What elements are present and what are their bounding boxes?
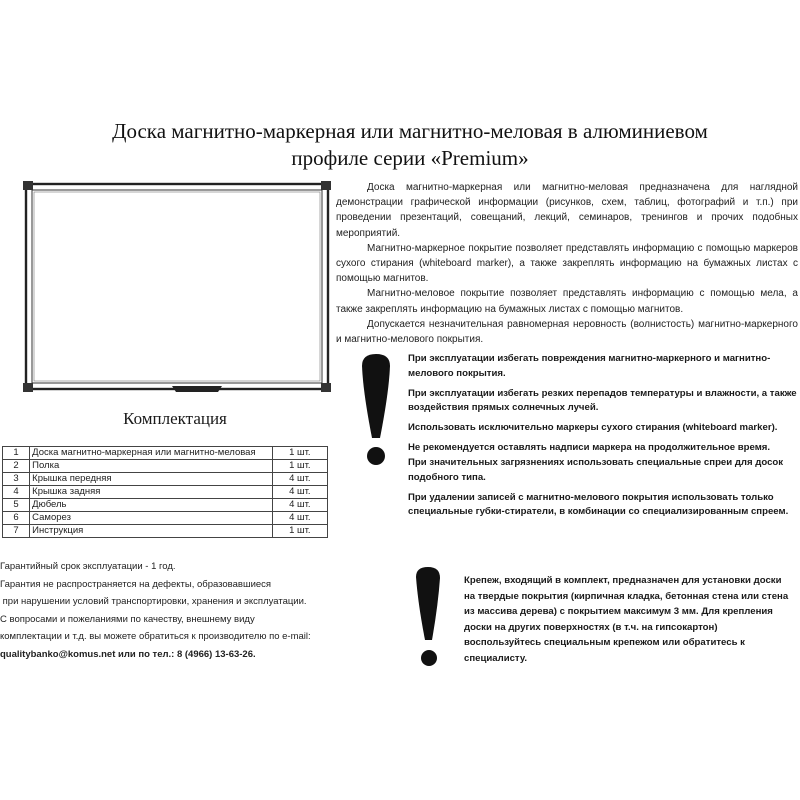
row-number: 7 <box>3 525 30 538</box>
item-name: Полка <box>30 460 272 473</box>
warning-item: При значительных загрязнениях использовать специальные спреи для досок подобного типа. <box>408 457 784 483</box>
table-row <box>3 447 328 460</box>
description-paragraph: Допускается незначительная равномерная неровность (волнистость) магнитно-маркерного и магнитно-мелового покрытия. <box>336 318 798 346</box>
item-name: Инструкция <box>30 525 272 538</box>
item-name: Крышка передняя <box>30 473 272 486</box>
whiteboard-illustration <box>22 180 332 394</box>
corner-cap <box>321 383 331 392</box>
description-paragraph: Магнитно-меловое покрытие позволяет представлять информацию с помощью мела, а также закреплять информацию на бумажных листах с помощью магнитов. <box>336 288 798 315</box>
table-row <box>3 512 328 525</box>
corner-cap <box>23 181 33 190</box>
title-line-2: профиле серии «Premium» <box>291 146 529 170</box>
table-row <box>3 499 328 512</box>
title-line-1: Доска магнитно-маркерная или магнитно-меловая в алюминиевом <box>112 119 708 143</box>
table-row <box>3 525 328 538</box>
exclamation-icon <box>412 566 446 672</box>
row-number: 3 <box>3 473 30 486</box>
warning-item: При эксплуатации избегать резких перепадов температуры и влажности, а также воздействия прямых солнечных лучей. <box>408 387 797 414</box>
item-name: Доска магнитно-маркерная или магнитно-меловая <box>30 447 272 460</box>
row-number: 1 <box>3 447 30 460</box>
item-name: Крышка задняя <box>30 486 272 499</box>
warranty-line: Гарантия не распространяется на дефекты, образовавшиеся <box>0 578 272 590</box>
kit-table <box>2 446 328 538</box>
corner-cap <box>321 181 331 190</box>
warranty-line: комплектации и т.д. вы можете обратиться к производителю по e-mail: <box>0 631 311 643</box>
row-number: 4 <box>3 486 30 499</box>
warranty-line: Гарантийный срок эксплуатации - 1 год. <box>0 561 176 572</box>
warning-item: Использовать исключительно маркеры сухого стирания (whiteboard marker). <box>408 422 778 434</box>
item-quantity: 1 шт. <box>272 447 327 460</box>
item-name: Саморез <box>30 512 272 525</box>
item-quantity: 1 шт. <box>272 460 327 473</box>
kit-heading: Комплектация <box>123 409 227 428</box>
warnings-block-1 <box>408 352 800 525</box>
warranty-line: при нарушении условий транспортировки, хранения и эксплуатации. <box>0 596 307 608</box>
item-quantity: 1 шт. <box>272 525 327 538</box>
warning-item: Не рекомендуется оставлять надписи маркера на продолжительное время. <box>408 442 771 454</box>
warranty-line: С вопросами и пожеланиями по качеству, внешнему виду <box>0 613 255 625</box>
exclamation-icon <box>356 352 396 472</box>
item-quantity: 4 шт. <box>272 512 327 525</box>
board-shelf <box>172 386 222 392</box>
page-title <box>60 118 760 172</box>
description <box>336 180 798 347</box>
item-quantity: 4 шт. <box>272 473 327 486</box>
warranty-info <box>0 558 340 664</box>
warnings-block-2: Крепеж, входящий в комплект, предназначен для установки доски на твердые покрытия (кирпичная кладка, бетонная стена или стена из массива дерева) с покрытием максимум 3 мм. Для крепления доски на других поверхностях (в т.ч. на гипсокартон) воспользуйтесь специальным крепежом или обратитесь к специалисту. <box>464 575 789 664</box>
item-name: Дюбель <box>30 499 272 512</box>
description-paragraph: Магнитно-маркерное покрытие позволяет представлять информацию с помощью маркеров сухого стирания (whiteboard marker), а также закреплять информацию на бумажных листах с помощью магнитов. <box>336 242 798 285</box>
item-quantity: 4 шт. <box>272 499 327 512</box>
row-number: 6 <box>3 512 30 525</box>
contact-line: qualitybanko@komus.net или по тел.: 8 (4966) 13-63-26. <box>0 648 256 660</box>
warning-item: При удалении записей с магнитно-мелового покрытия использовать только специальные губки-стиратели, в комбинации со специализированным спреем. <box>408 491 789 518</box>
item-quantity: 4 шт. <box>272 486 327 499</box>
description-paragraph: Доска магнитно-маркерная или магнитно-меловая предназначена для наглядной демонстрации графической информации (рисунков, схем, таблиц, фотографий и т.п.) при проведении презентаций, совещаний, лекций, семинаров, тренингов и прочих подобных мероприятий. <box>336 182 798 239</box>
table-row <box>3 486 328 499</box>
warning-item: При эксплуатации избегать повреждения магнитно-маркерного и магнитно-мелового покрытия. <box>408 353 771 379</box>
table-row <box>3 473 328 486</box>
row-number: 5 <box>3 499 30 512</box>
table-row <box>3 460 328 473</box>
row-number: 2 <box>3 460 30 473</box>
corner-cap <box>23 383 33 392</box>
